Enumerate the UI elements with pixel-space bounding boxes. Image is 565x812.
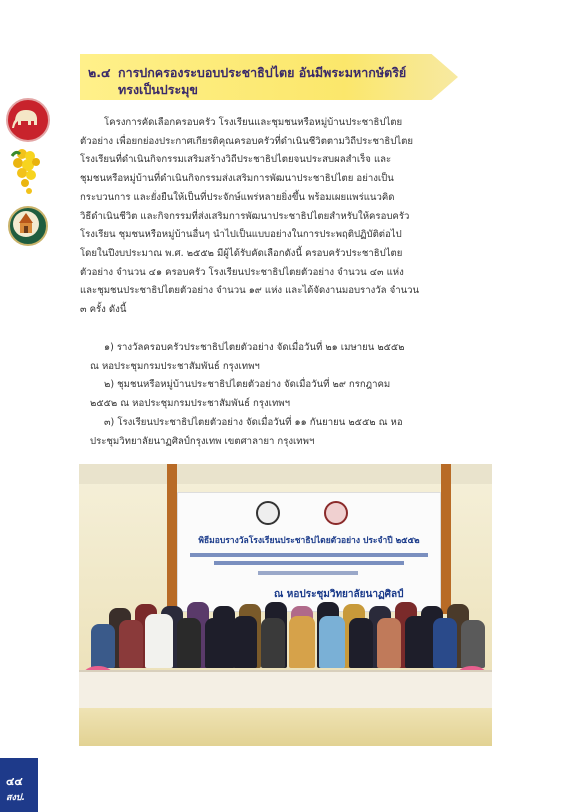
paragraph-line: ตัวอย่าง จำนวน ๔๑ ครอบครัว โรงเรียนประชาธิปไตยตัวอย่าง จำนวน ๔๓ แห่ง (80, 266, 404, 278)
list-item: ๑) รางวัลครอบครัวประชาธิปไตยตัวอย่าง จัดเมื่อวันที่ ๒๑ เมษายน ๒๕๕๒ (104, 342, 405, 353)
paragraph-line: กระบวนการ และยั่งยืนให้เป็นที่ประจักษ์แพร่หลายยิ่งขึ้น พร้อมเผยแพร่แนวคิด (80, 191, 395, 203)
paragraph-line: ตัวอย่าง เพื่อยกย่องประกาศเกียรติคุณครอบครัวที่ดำเนินชีวิตตามวิถีประชาธิปไตย (80, 135, 413, 147)
floor (79, 708, 492, 746)
paragraph-line: โรงเรียน ชุมชนหรือหมู่บ้านอื่นๆ นำไปเป็นแบบอย่างในการประพฤติปฏิบัติต่อไป (80, 229, 402, 241)
elephant-emblem-icon (6, 98, 50, 142)
paragraph-line: วิธีดำเนินชีวิต และกิจกรรมที่ส่งเสริมการพัฒนาประชาธิปไตยสำหรับให้ครอบครัว (80, 210, 410, 222)
section-number: ๒.๔ (88, 65, 111, 80)
section-title-line-2: ทรงเป็นประมุข (118, 82, 198, 97)
paragraph-line: และชุมชนประชาธิปไตยตัวอย่าง จำนวน ๑๙ แห่ง และได้จัดงานมอบรางวัล จำนวน (80, 285, 420, 297)
section-title-line-1: การปกครองระบอบประชาธิปไตย อันมีพระมหากษัตริย์ (118, 65, 407, 80)
ceiling-band (79, 464, 492, 484)
list-item-continuation: ประชุมวิทยาลัยนาฏศิลป์กรุงเทพ เขตศาลายา กรุงเทพฯ (90, 435, 315, 447)
group-of-attendees (79, 578, 492, 668)
paragraph-line: ๓ ครั้ง ดังนี้ (80, 304, 127, 316)
banner-date-line (258, 571, 358, 575)
banner-place: ณ หอประชุมวิทยาลัยนาฏศิลป์ (274, 589, 404, 600)
paragraph-line: ชุมชนหรือหมู่บ้านที่ดำเนินกิจกรรมส่งเสริมการพัฒนาประชาธิปไตย อย่างเป็น (80, 173, 394, 185)
banner-subline (190, 553, 428, 557)
pavilion-emblem-icon (8, 206, 48, 246)
college-seal-icon (324, 501, 348, 525)
list-item: ๓) โรงเรียนประชาธิปไตยตัวอย่าง จัดเมื่อวันที่ ๑๑ กันยายน ๒๕๕๒ ณ หอ (104, 416, 403, 428)
list-item-continuation: ๒๕๕๒ ณ หอประชุมกรมประชาสัมพันธ์ กรุงเทพฯ (90, 398, 290, 410)
banner-title: พิธีมอบรางวัลโรงเรียนประชาธิปไตยตัวอย่าง ประจำปี ๒๕๕๒ (198, 536, 420, 546)
ministry-seal-icon (256, 501, 280, 525)
paragraph-line: โครงการคัดเลือกครอบครัว โรงเรียนและชุมชนหรือหมู่บ้านประชาธิปไตย (104, 117, 403, 128)
page-number: ๔๔ (6, 775, 23, 788)
award-ceremony-photo (79, 464, 492, 746)
body-paragraph (80, 114, 470, 320)
list-item-continuation: ณ หอประชุมกรมประชาสัมพันธ์ กรุงเทพฯ (90, 360, 260, 372)
event-list (80, 339, 470, 451)
paragraph-line: โรงเรียนที่ดำเนินกิจกรรมเสริมสร้างวิถีประชาธิปไตยจนประสบผลสำเร็จ และ (80, 154, 392, 166)
publisher-logo: สงป. (6, 793, 26, 803)
golden-shower-flower-icon (8, 146, 46, 200)
list-item: ๒) ชุมชนหรือหมู่บ้านประชาธิปไตยตัวอย่าง จัดเมื่อวันที่ ๒๙ กรกฎาคม (104, 379, 391, 391)
banner-subline (214, 561, 404, 565)
stage-front (79, 670, 492, 710)
paragraph-line: โดยในปีงบประมาณ พ.ศ. ๒๕๕๒ มีผู้ได้รับคัดเลือกดังนี้ ครอบครัวประชาธิปไตย (80, 247, 403, 259)
